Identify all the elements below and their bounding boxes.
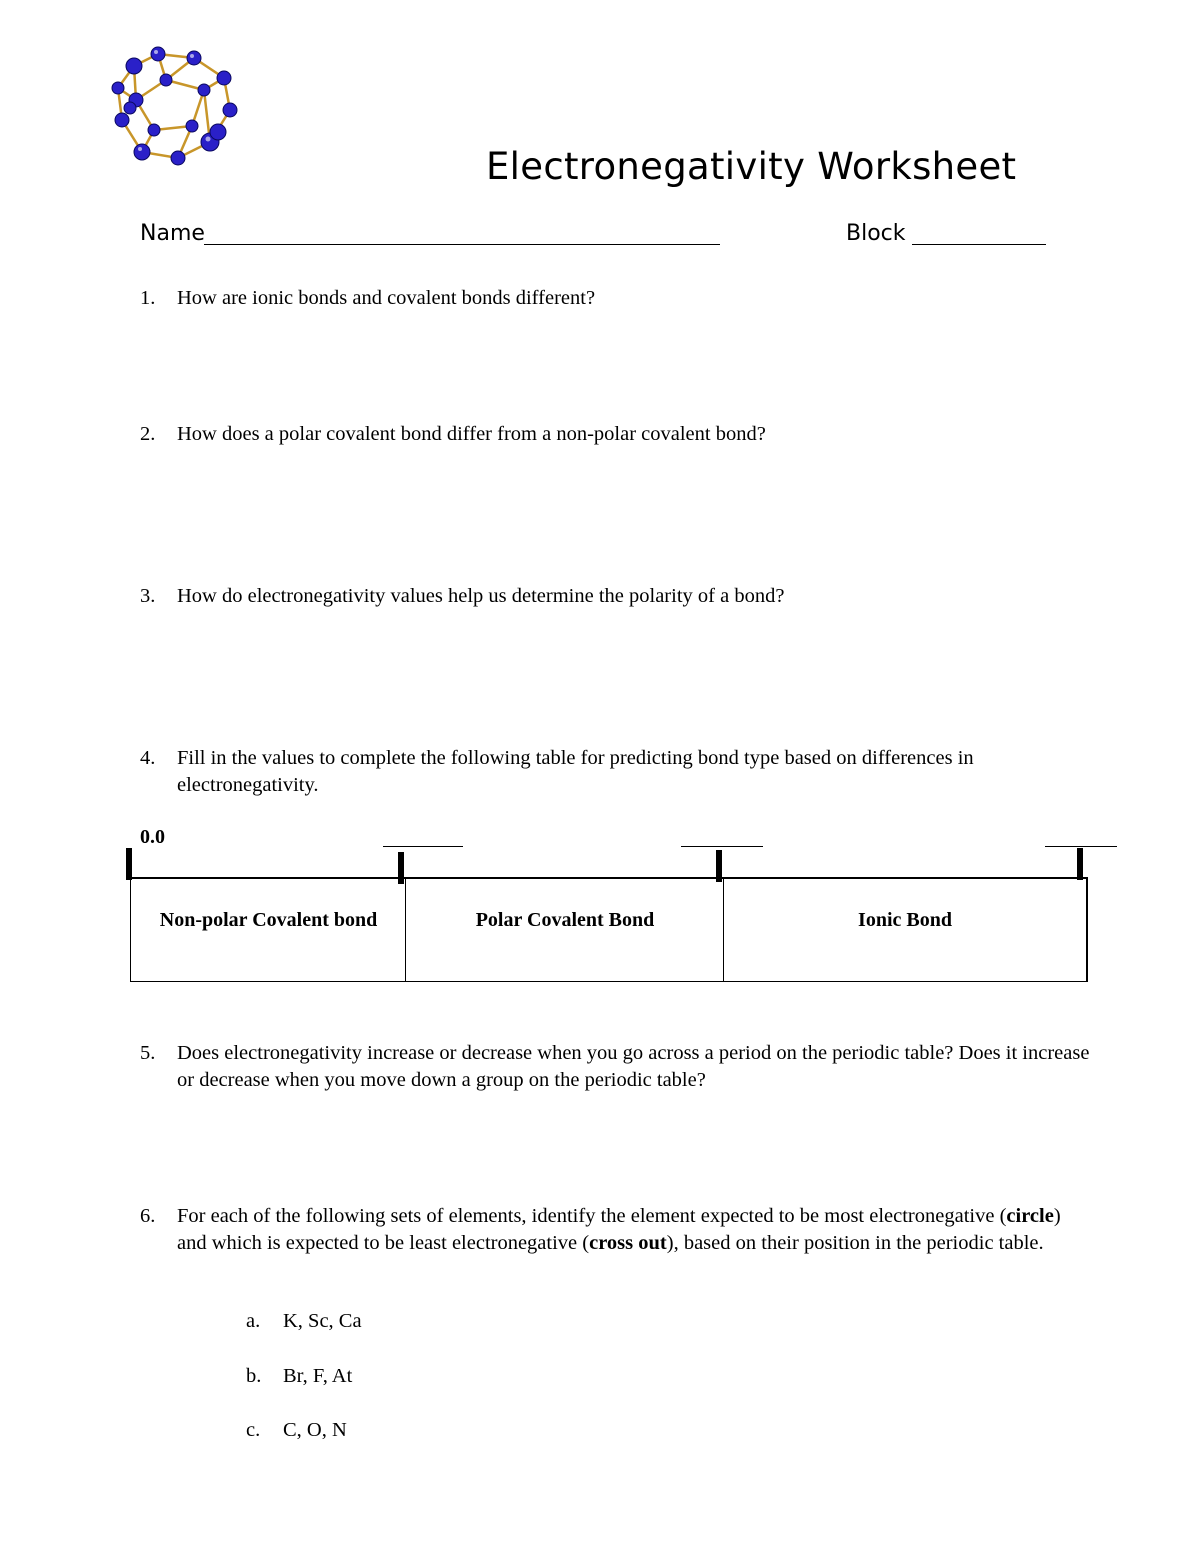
value-blank-3[interactable] — [1045, 846, 1117, 847]
question-6-text: For each of the following sets of elements, identify the element expected to be most electronegative (circle) and which is expected to be least electronegative (cross out), based on their position in the periodic table. — [177, 1205, 1061, 1254]
page-title: Electronegativity Worksheet — [486, 145, 1017, 188]
question-number: 2. — [140, 423, 156, 445]
ionic-cell — [723, 878, 1088, 982]
question-number: 6. — [140, 1205, 156, 1227]
scale-start-value: 0.0 — [140, 826, 165, 848]
name-label: Name — [140, 221, 205, 246]
nonpolar-label: Non-polar Covalent bond — [159, 909, 378, 931]
question-number: 5. — [140, 1042, 156, 1064]
value-blank-2[interactable] — [681, 846, 763, 847]
sub-item-elements: K, Sc, Ca — [283, 1310, 362, 1332]
question-1-text: How are ionic bonds and covalent bonds different? — [177, 287, 596, 309]
sub-item-letter: c. — [246, 1419, 261, 1441]
question-4-text: Fill in the values to complete the following table for predicting bond type based on differences in electronegativity. — [177, 747, 974, 796]
scale-tick — [1077, 848, 1083, 880]
question-5-text: Does electronegativity increase or decrease when you go across a period on the periodic table? Does it increase or decrease when you move down a group on the periodic table? — [177, 1042, 1090, 1091]
polar-cell — [405, 878, 724, 982]
sub-item-letter: a. — [246, 1310, 261, 1332]
sub-item-letter: b. — [246, 1365, 262, 1387]
nonpolar-cell — [130, 878, 406, 982]
ionic-label: Ionic Bond — [858, 909, 952, 931]
block-label: Block — [846, 221, 906, 246]
polar-label: Polar Covalent Bond — [475, 909, 655, 931]
value-blank-1[interactable] — [383, 846, 463, 847]
question-3-text: How do electronegativity values help us determine the polarity of a bond? — [177, 585, 785, 607]
sub-item-elements: Br, F, At — [283, 1365, 353, 1387]
scale-tick — [126, 848, 132, 880]
molecule-icon — [108, 44, 244, 180]
sub-item-elements: C, O, N — [283, 1419, 347, 1441]
question-number: 3. — [140, 585, 156, 607]
block-field[interactable] — [912, 244, 1046, 245]
question-2-text: How does a polar covalent bond differ from a non-polar covalent bond? — [177, 423, 766, 445]
question-number: 1. — [140, 287, 156, 309]
question-number: 4. — [140, 747, 156, 769]
name-field[interactable] — [204, 244, 720, 245]
